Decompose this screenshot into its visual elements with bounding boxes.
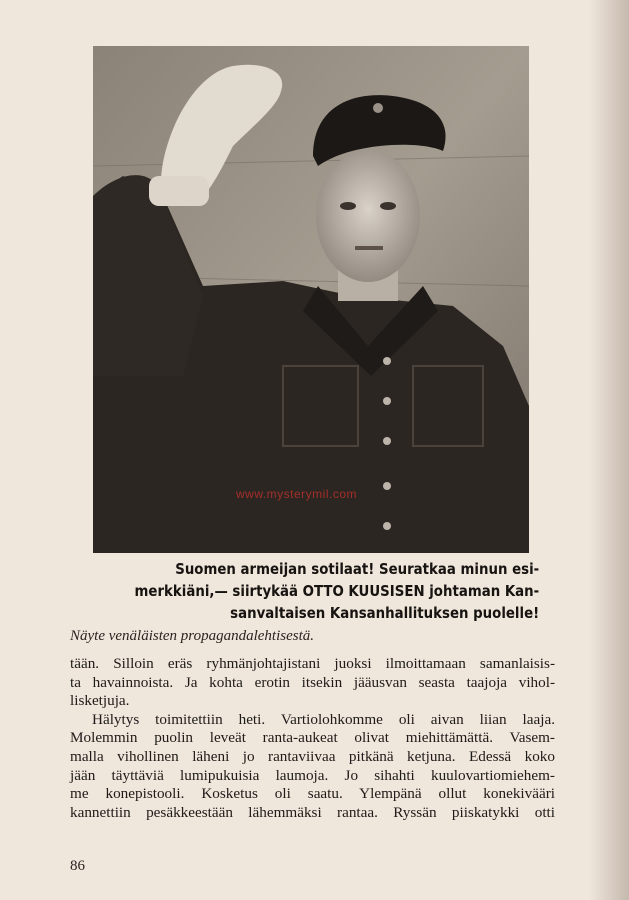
text-line: ta havainnoista. Ja kohta erotin itsekin jääusvan seasta taajoja vihol- xyxy=(70,673,555,691)
paragraph xyxy=(70,655,555,711)
image-caption: Näyte venäläisten propagandalehtisestä. xyxy=(70,628,314,644)
watermark: www.mysterymil.com xyxy=(236,487,358,501)
poster-caption-line: merkkiäni,— siirtykää OTTO KUUSISEN johtaman Kan- xyxy=(134,582,540,600)
soldier-photo-illustration xyxy=(93,46,529,553)
text-line: lisketjuja. xyxy=(70,692,130,710)
poster-caption-line: Suomen armeijan sotilaat! Seuratkaa minun esi- xyxy=(175,560,540,578)
page-edge-shadow xyxy=(589,0,629,900)
text-line: malla vihollinen läheni jo rantaviivaa pitkänä ketjuna. Edessä koko xyxy=(70,747,555,765)
propaganda-photo xyxy=(93,46,529,553)
text-line: Molemmin puolin leveät ranta-aukeat olivat miehittämättä. Vasem- xyxy=(70,729,555,747)
poster-caption-line: sanvaltaisen Kansanhallituksen puolelle! xyxy=(230,604,540,622)
body-text xyxy=(70,655,555,822)
text-line: Hälytys toimitettiin heti. Vartiolohkomme oli aivan liian laaja. xyxy=(92,710,555,728)
paragraph xyxy=(70,711,555,823)
text-line: tään. Silloin eräs ryhmänjohtajistani juoksi ilmoittamaan samanlaisis- xyxy=(70,655,555,672)
text-line: jään täyttäviä lumipukuisia laumoja. Jo sihahti kuulovartiomiehem- xyxy=(70,766,555,784)
page-number: 86 xyxy=(70,858,85,874)
text-line: kannettiin pesäkkeestään lähemmäksi rantaa. Ryssän piiskatykki otti xyxy=(70,803,555,821)
poster-caption xyxy=(92,558,539,624)
text-line: me konepistooli. Kosketus oli saatu. Ylempänä ollut konekivääri xyxy=(70,785,555,803)
